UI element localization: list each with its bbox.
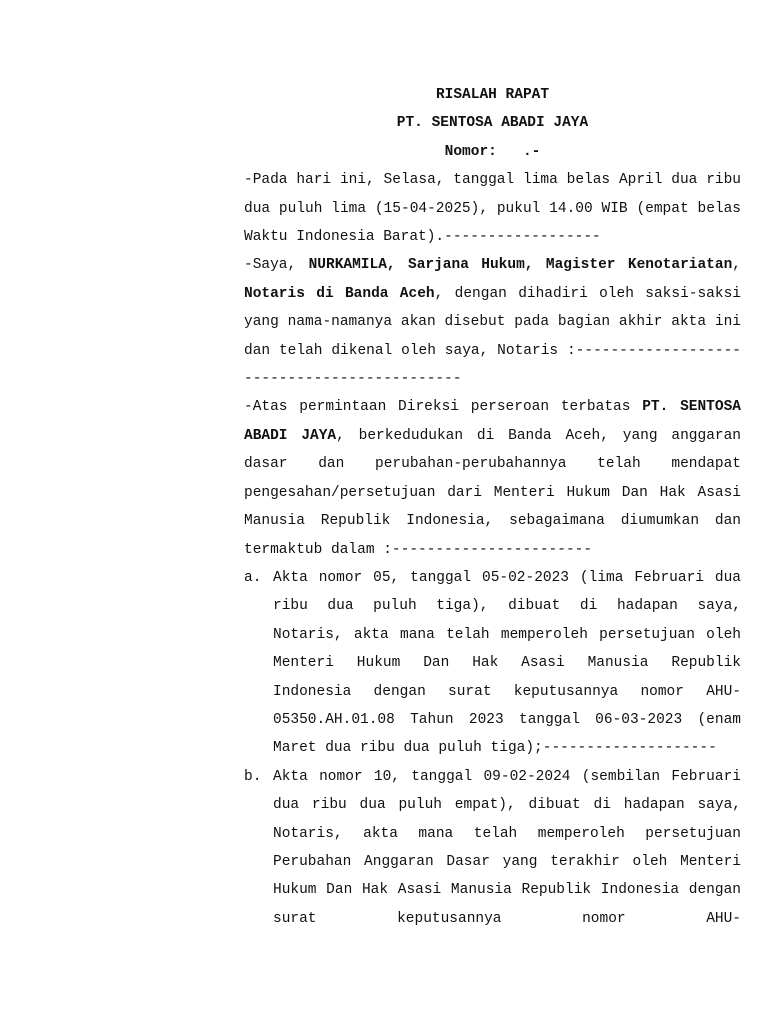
notary-paragraph — [244, 251, 741, 393]
notary-separator: , — [732, 257, 741, 274]
list-item — [244, 564, 741, 763]
document-number: Nomor: .- — [444, 143, 541, 160]
notary-rest: , dengan dihadiri oleh saksi-saksi yang nama-namanya akan disebut pada bagian akhir akta ini dan telah dikenal oleh saya, Notaris :-------------------------------------------- — [244, 285, 741, 388]
list-marker: a. — [244, 569, 262, 586]
notary-name: NURKAMILA, Sarjana Hukum, Magister Kenotariatan — [308, 257, 733, 274]
request-rest: , berkedudukan di Banda Aceh, yang anggaran dasar dan perubahan-perubahannya telah mendapat pengesahan/persetujuan dari Menteri Hukum Dan Hak Asasi Manusia Republik Indonesia, sebagaimana diumumkan dan termaktub dalam :----------------------- — [244, 427, 741, 558]
document-title: RISALAH RAPAT — [435, 87, 550, 103]
list-item-text: Akta nomor 10, tanggal 09-02-2024 (sembilan Februari dua ribu dua puluh empat), dibuat di hadapan saya, Notaris, akta mana telah memperoleh persetujuan Perubahan Anggaran Dasar yang terakhir oleh Menteri Hukum Dan Hak Asasi Manusia Republik Indonesia dengan surat keputusannya nomor AHU- — [273, 768, 741, 927]
request-intro: -Atas permintaan Direksi perseroan terbatas — [244, 399, 643, 416]
request-company-name: PT. SENTOSA ABADI JAYA — [244, 399, 741, 444]
notary-location: Notaris di Banda Aceh — [244, 285, 435, 302]
request-paragraph — [244, 393, 741, 563]
notary-intro: -Saya, — [244, 257, 309, 274]
list-marker: b. — [244, 768, 262, 785]
list-item-text: Akta nomor 05, tanggal 05-02-2023 (lima Februari dua ribu dua puluh tiga), dibuat di hadapan saya, Notaris, akta mana telah memperoleh persetujuan oleh Menteri Hukum Dan Hak Asasi Manusia Republik Indonesia dengan surat keputusannya nomor AHU-05350.AH.01.08 Tahun 2023 tanggal 06-03-2023 (enam Maret dua ribu dua puluh tiga);-------------------- — [273, 569, 741, 757]
document-body — [244, 81, 741, 933]
opening-paragraph: -Pada hari ini, Selasa, tanggal lima belas April dua ribu dua puluh lima (15-04-2025), pukul 14.00 WIB (empat belas Waktu Indonesia Barat).------------------ — [244, 172, 741, 246]
list-item — [244, 763, 741, 933]
company-name: PT. SENTOSA ABADI JAYA — [396, 115, 589, 132]
